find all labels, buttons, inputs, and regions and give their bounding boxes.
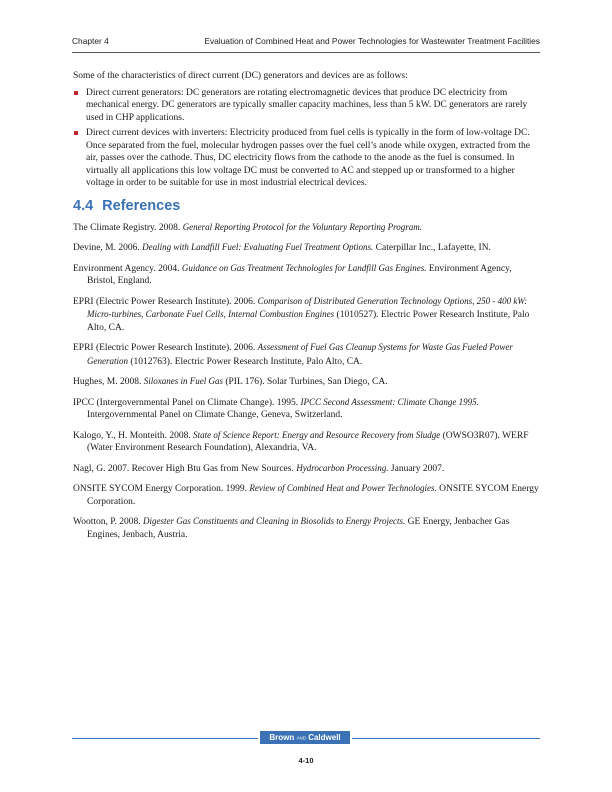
reference-item: Environment Agency. 2004. Guidance on Gas Treatment Technologies for Landfill Gas Engines. Environment Agency, Bristol, England.	[73, 262, 512, 286]
document-title: Evaluation of Combined Heat and Power Technologies for Wastewater Treatment Facilities	[204, 36, 540, 46]
page-header	[72, 36, 540, 50]
reference-item: EPRI (Electric Power Research Institute). 2006. Assessment of Fuel Gas Cleanup Systems for Waste Gas Fueled Power Generation (1012763). Electric Power Research Institute, Palo Alto, CA.	[73, 342, 513, 367]
reference-item: EPRI (Electric Power Research Institute). 2006. Comparison of Distributed Generation Technology Options, 250 - 400 kW: Micro-turbines, Carbonate Fuel Cells, Internal Combustion Engines (1010527). Electric Power Research Institute, Palo Alto, CA.	[73, 295, 530, 333]
reference-item: Nagl, G. 2007. Recover High Btu Gas from New Sources. Hydrocarbon Processing. January 2007.	[73, 462, 445, 474]
footer-rule-right	[352, 738, 540, 739]
brown-and-caldwell-logo: Brown AND Caldwell	[260, 731, 350, 744]
bullet-text: Direct current devices with inverters: Electricity produced from fuel cells is typically in the form of low-voltage DC. Once separated from the fuel, molecular hydrogen passes over the fuel cell’s anode while oxygen, extracted from the air, passes over the cathode. Thus, DC electricity flows from the cathode to the anode as the fuel is consumed. In virtually all applications this low voltage DC must be converted to AC and stepped up or transformed to a higher voltage in order to be suitable for use in most industrial electrical devices.	[86, 128, 530, 188]
bullet-text: Direct current generators: DC generators are rotating electromagnetic devices that produce DC electricity from mechanical energy. DC generators are typically smaller capacity machines, less than 5 kW. DC generators are rarely used in CHP applications.	[86, 87, 528, 123]
reference-item: The Climate Registry. 2008. General Reporting Protocol for the Voluntary Reporting Program.	[73, 221, 422, 233]
chapter-label: Chapter 4	[72, 36, 109, 46]
square-bullet-icon	[74, 91, 78, 95]
reference-item: Wootton, P. 2008. Digester Gas Constituents and Cleaning in Biosolids to Energy Projects. GE Energy, Jenbacher Gas Engines, Jenbach, Austria.	[73, 516, 510, 540]
page-body	[73, 70, 541, 548]
reference-list	[73, 221, 541, 542]
reference-item: ONSITE SYCOM Energy Corporation. 1999. Review of Combined Heat and Power Technologies. ONSITE SYCOM Energy Corporation.	[73, 483, 539, 507]
header-divider	[72, 52, 540, 53]
reference-item: Hughes, M. 2008. Siloxanes in Fuel Gas (PIL 176). Solar Turbines, San Diego, CA.	[73, 376, 388, 387]
bullet-item	[73, 87, 541, 125]
footer-rule-left	[72, 738, 258, 739]
intro-paragraph: Some of the characteristics of direct current (DC) generators and devices are as follows:	[73, 71, 408, 81]
bullet-item	[73, 127, 541, 190]
reference-item: IPCC (Intergovernmental Panel on Climate Change). 1995. IPCC Second Assessment: Climate Change 1995. Intergovernmental Panel on Climate Change, Geneva, Switzerland.	[73, 396, 479, 420]
reference-item: Kalogo, Y., H. Monteith. 2008. State of Science Report: Energy and Resource Recovery from Sludge (OWSO3R07). WERF (Water Environment Research Foundation), Alexandria, VA.	[73, 429, 529, 453]
reference-item: Devine, M. 2006. Dealing with Landfill Fuel: Evaluating Fuel Treatment Options. Caterpillar Inc., Lafayette, IN.	[73, 242, 491, 253]
bullet-list	[73, 87, 541, 190]
section-title: References	[102, 197, 181, 214]
section-number: 4.4	[73, 197, 94, 214]
section-heading	[73, 197, 541, 215]
page-number: 4-10	[298, 756, 314, 765]
square-bullet-icon	[74, 131, 78, 135]
